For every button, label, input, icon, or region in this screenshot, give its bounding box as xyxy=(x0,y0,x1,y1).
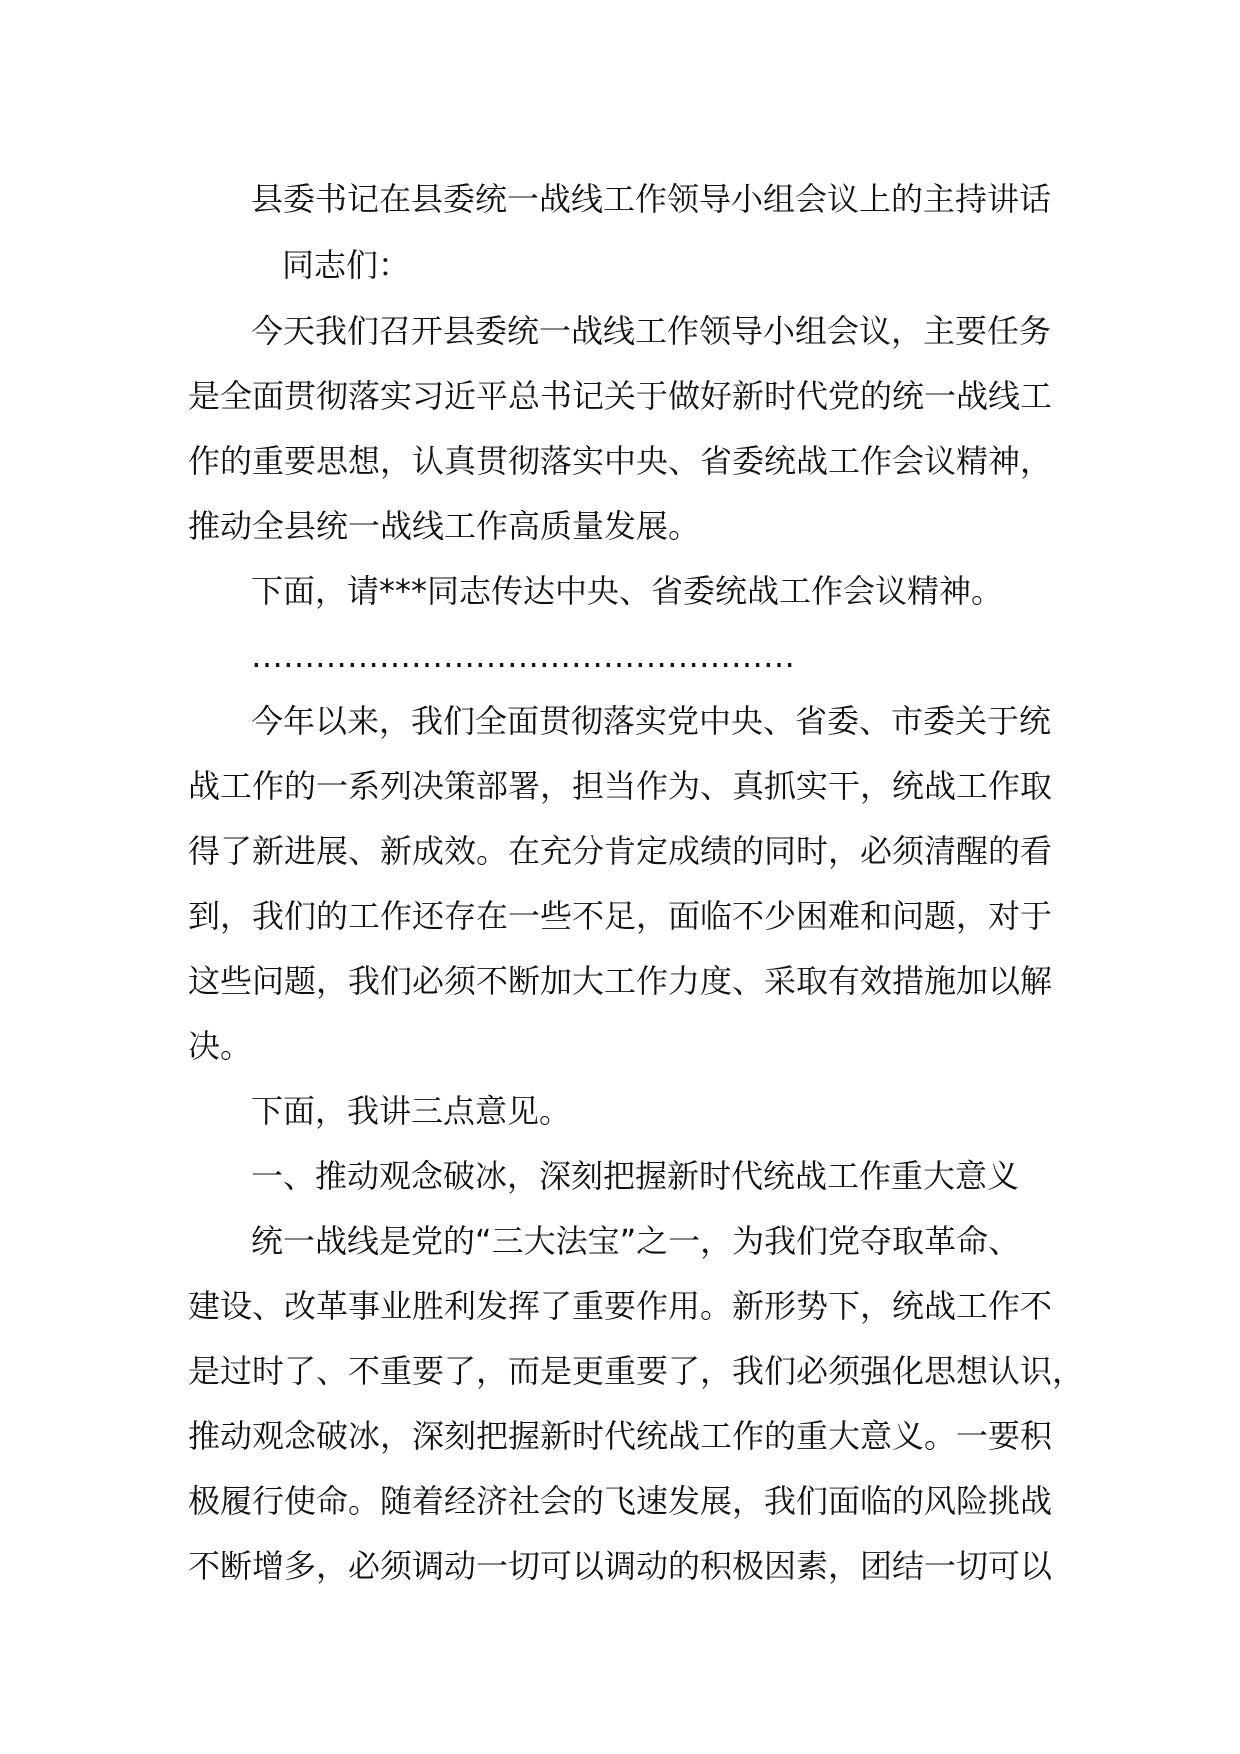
body-line: 下面，我讲三点意见。 xyxy=(251,1092,572,1130)
body-line: 下面，请***同志传达中央、省委统战工作会议精神。 xyxy=(251,572,1004,610)
body-line: 极履行使命。随着经济社会的飞速发展，我们面临的风险挑战 xyxy=(188,1482,1053,1520)
body-line: 今年以来，我们全面贯彻落实党中央、省委、市委关于统 xyxy=(251,702,1052,740)
body-line: 建设、改革事业胜利发挥了重要作用。新形势下，统战工作不 xyxy=(188,1287,1053,1325)
body-line: 作的重要思想，认真贯彻落实中央、省委统战工作会议精神， xyxy=(188,442,1053,480)
body-line: 这些问题，我们必须不断加大工作力度、采取有效措施加以解 xyxy=(188,962,1053,1000)
body-line: 是全面贯彻落实习近平总书记关于做好新时代党的统一战线工 xyxy=(188,377,1053,415)
body-line: 统一战线是党的“三大法宝”之一，为我们党夺取革命、 xyxy=(251,1222,1021,1260)
body-line: 得了新进展、新成效。在充分肯定成绩的同时，必须清醒的看 xyxy=(188,832,1053,870)
ellipsis-line: …………………………………………… xyxy=(251,637,795,675)
greeting: 同志们： xyxy=(282,246,411,284)
body-line: 是过时了、不重要了，而是更重要了，我们必须强化思想认识， xyxy=(188,1352,1085,1390)
document-title: 县委书记在县委统一战线工作领导小组会议上的主持讲话 xyxy=(251,180,1052,218)
body-line: 推动全县统一战线工作高质量发展。 xyxy=(188,507,701,545)
body-line: 推动观念破冰，深刻把握新时代统战工作的重大意义。一要积 xyxy=(188,1417,1053,1455)
body-line: 今天我们召开县委统一战线工作领导小组会议，主要任务 xyxy=(251,312,1052,350)
body-line: 决。 xyxy=(188,1027,253,1065)
body-line: 到，我们的工作还存在一些不足，面临不少困难和问题，对于 xyxy=(188,897,1053,935)
body-line: 不断增多，必须调动一切可以调动的积极因素，团结一切可以 xyxy=(188,1547,1053,1585)
section-heading: 一、推动观念破冰，深刻把握新时代统战工作重大意义 xyxy=(251,1157,1020,1195)
body-line: 战工作的一系列决策部署，担当作为、真抓实干，统战工作取 xyxy=(188,767,1053,805)
